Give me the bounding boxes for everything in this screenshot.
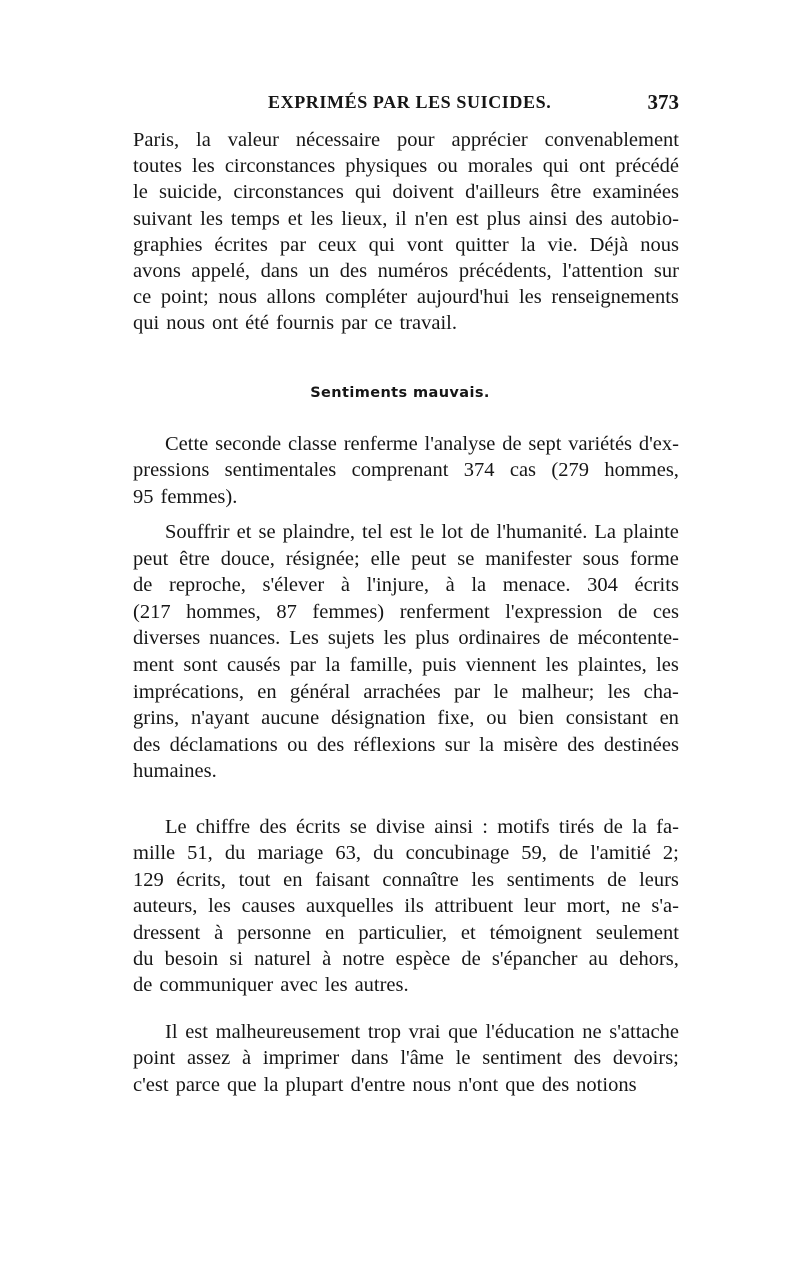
- paragraph: [133, 1019, 679, 1098]
- text-line: ment sont causés par la famille, puis viennent les plaintes, les: [133, 653, 679, 676]
- text-line: Il est malheureusement trop vrai que l'éducation ne s'attache: [165, 1021, 679, 1043]
- paragraph: [133, 431, 679, 510]
- text-line: de reproche, s'élever à l'injure, à la menace. 304 écrits: [133, 574, 679, 597]
- text-line: mille 51, du mariage 63, du concubinage 59, de l'amitié 2;: [133, 842, 679, 865]
- section-heading: Sentiments mauvais.: [310, 385, 490, 401]
- text-line: diverses nuances. Les sujets les plus ordinaires de mécontente-: [133, 627, 679, 650]
- text-line: toutes les circonstances physiques ou morales qui ont précédé: [133, 155, 679, 178]
- text-line: Le chiffre des écrits se divise ainsi : motifs tirés de la fa-: [165, 816, 679, 838]
- text-line: point assez à imprimer dans l'âme le sentiment des devoirs;: [133, 1047, 679, 1070]
- text-line: peut être douce, résignée; elle peut se manifester sous forme: [133, 547, 679, 570]
- text-line: avons appelé, dans un des numéros précédents, l'attention sur: [133, 259, 679, 282]
- text-line: 95 femmes).: [133, 485, 238, 508]
- text-line: de communiquer avec les autres.: [133, 974, 409, 997]
- text-line: auteurs, les causes auxquelles ils attribuent leur mort, ne s'a-: [133, 895, 679, 918]
- running-head: [133, 92, 679, 122]
- paragraph: [133, 814, 679, 999]
- text-line: des déclamations ou des réflexions sur la misère des destinées: [133, 733, 679, 756]
- text-line: imprécations, en général arrachées par le malheur; les cha-: [133, 680, 679, 703]
- text-line: 129 écrits, tout en faisant connaître les sentiments de leurs: [133, 868, 679, 891]
- text-line: du besoin si naturel à notre espèce de s'épancher au dehors,: [133, 947, 679, 970]
- text-line: dressent à personne en particulier, et témoignent seulement: [133, 921, 679, 944]
- text-line: Souffrir et se plaindre, tel est le lot de l'humanité. La plainte: [165, 521, 679, 543]
- text-line: c'est parce que la plupart d'entre nous n'ont que des notions: [133, 1073, 637, 1096]
- text-line: qui nous ont été fournis par ce travail.: [133, 312, 458, 335]
- running-title: EXPRIMÉS PAR LES SUICIDES.: [268, 92, 552, 112]
- paragraph-continued: [133, 127, 679, 337]
- text-line: Paris, la valeur nécessaire pour apprécier convenablement: [133, 129, 679, 151]
- text-line: ce point; nous allons compléter aujourd'hui les renseignements: [133, 286, 679, 309]
- text-line: le suicide, circonstances qui doivent d'ailleurs être examinées: [133, 181, 679, 204]
- text-line: suivant les temps et les lieux, il n'en est plus ainsi des autobio-: [133, 207, 679, 230]
- text-line: Cette seconde classe renferme l'analyse de sept variétés d'ex-: [165, 433, 679, 455]
- paragraph: [133, 519, 679, 785]
- text-line: humaines.: [133, 760, 217, 783]
- text-line: (217 hommes, 87 femmes) renferment l'expression de ces: [133, 600, 679, 623]
- text-line: grins, n'ayant aucune désignation fixe, ou bien consistant en: [133, 707, 679, 730]
- text-line: graphies écrites par ceux qui vont quitter la vie. Déjà nous: [133, 233, 679, 256]
- page-number: 373: [647, 90, 679, 114]
- text-line: pressions sentimentales comprenant 374 cas (279 hommes,: [133, 459, 679, 482]
